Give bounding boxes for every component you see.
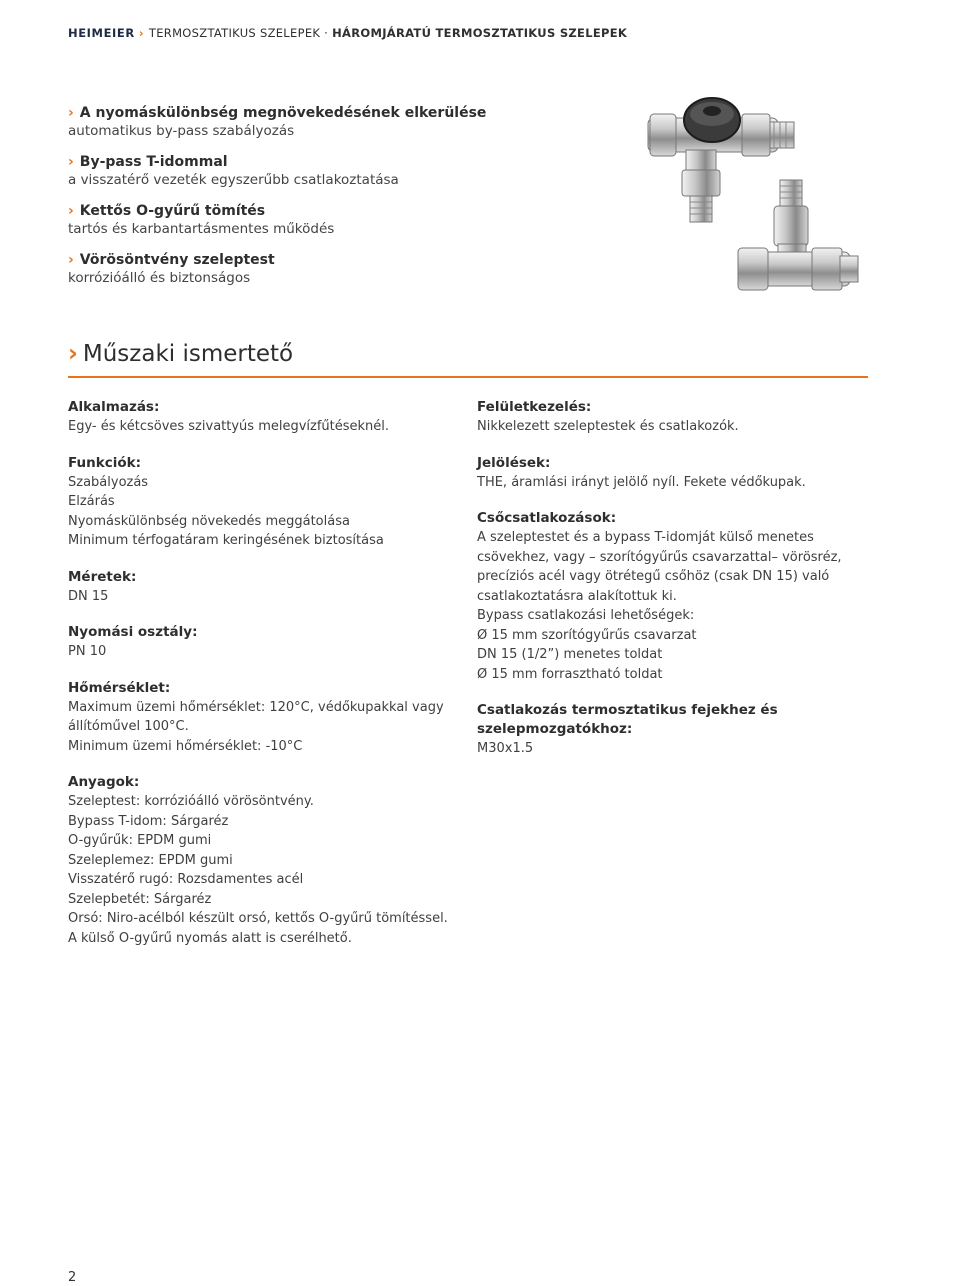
breadcrumb-current: HÁROMJÁRATÚ TERMOSZTATIKUS SZELEPEK [332,26,628,40]
spec-line: THE, áramlási irányt jelölő nyíl. Fekete védőkupak. [477,474,806,490]
feature-item [68,153,588,190]
chevron-right-icon: › [68,339,78,367]
spec-line: precíziós acél vagy ötrétegű csőhöz (csak DN 15) való [477,569,830,584]
spec-line: DN 15 [68,588,109,604]
feature-description: a visszatérő vezeték egyszerűbb csatlakoztatása [68,172,399,188]
spec-line: Bypass T-idom: Sárgaréz [68,813,229,829]
spec-title: Méretek: [68,568,137,585]
spec-line: Visszatérő rugó: Rozsdamentes acél [68,872,304,887]
spec-block-pipe-connections [477,509,867,684]
spec-title: Csőcsatlakozások: [477,510,617,526]
spec-line: csövekhez, vagy – szorítógyűrűs csavarzattal– vörösréz, [477,549,842,565]
spec-line: Bypass csatlakozási lehetőségek: [477,608,695,623]
feature-title: Kettős O-gyűrű tömítés [79,203,266,219]
chevron-right-icon: › [138,26,144,40]
spec-line: PN 10 [68,644,107,659]
feature-title: A nyomáskülönbség megnövekedésének elkerülése [79,105,487,121]
spec-block-sizes [68,568,448,607]
feature-description: tartós és karbantartásmentes működés [68,221,335,237]
spec-column-left [68,398,448,965]
spec-line: Minimum térfogatáram keringésének biztosítása [68,533,384,548]
spec-block-head-connection [477,701,867,759]
spec-title: Anyagok: [68,774,140,790]
spec-block-pressure-class [68,623,448,662]
spec-title: Jelölések: [477,454,551,471]
spec-line: O-gyűrűk: EPDM gumi [68,833,212,848]
feature-description: korrózióálló és biztonságos [68,270,251,286]
spec-title: Felületkezelés: [477,399,592,415]
spec-line: állítóművel 100°C. [68,719,189,734]
section-heading [68,338,868,369]
spec-title: Nyomási osztály: [68,624,198,640]
spec-title: Csatlakozás termosztatikus fejekhez és szelepmozgatókhoz: [477,702,778,737]
spec-column-right [477,398,867,776]
spec-block-surface [477,398,867,437]
page-number: 2 [68,1270,77,1285]
feature-item [68,202,588,239]
feature-description: automatikus by-pass szabályozás [68,123,295,139]
chevron-right-icon: › [68,252,74,268]
spec-block-materials [68,773,448,948]
chevron-right-icon: › [68,105,74,121]
spec-line: DN 15 (1/2”) menetes toldat [477,647,663,662]
spec-block-temperature [68,679,448,757]
spec-line: M30x1.5 [477,741,534,756]
spec-title: Funkciók: [68,454,142,471]
spec-line: Ø 15 mm forrasztható toldat [477,666,663,682]
section-title: Műszaki ismertető [82,341,294,367]
spec-line: Szeleptest: korrózióálló vörösöntvény. [68,794,314,809]
spec-line: Ø 15 mm szorítógyűrűs csavarzat [477,627,697,643]
spec-line: A külső O-gyűrű nyomás alatt is cserélhető. [68,930,352,946]
feature-title: Vörösöntvény szeleptest [79,252,275,268]
spec-line: Egy- és kétcsöves szivattyús melegvízfűtéseknél. [68,419,390,434]
spec-line: Minimum üzemi hőmérséklet: -10°C [68,738,303,754]
spec-block-application [68,398,448,437]
spec-line: Elzárás [68,494,115,509]
spec-line: Orsó: Niro-acélból készült orsó, kettős O-gyűrű tömítéssel. [68,911,448,926]
feature-title: By-pass T-idommal [79,154,228,170]
feature-list [68,104,588,300]
spec-line: Nyomáskülönbség növekedés meggátolása [68,513,350,529]
spec-line: Szabályozás [68,474,149,490]
feature-item [68,251,588,288]
spec-block-functions [68,454,448,551]
breadcrumb [68,26,627,40]
chevron-right-icon: › [68,154,74,170]
spec-line: Maximum üzemi hőmérséklet: 120°C, védőkupakkal vagy [68,699,444,715]
section-divider [68,376,868,378]
spec-line: Szeleplemez: EPDM gumi [68,852,233,868]
spec-block-markings [477,454,867,493]
spec-line: A szeleptestet és a bypass T-idomját külső menetes [477,530,814,545]
spec-line: csatlakoztatásra alakítottuk ki. [477,588,677,604]
spec-line: Szelepbetét: Sárgaréz [68,891,212,907]
chevron-right-icon: › [68,203,74,219]
spec-title: Alkalmazás: [68,399,160,415]
spec-title: Hőmérséklet: [68,679,171,696]
valve-product-image [630,92,860,322]
feature-item [68,104,588,141]
brand-name: HEIMEIER [68,26,135,40]
breadcrumb-category: TERMOSZTATIKUS SZELEPEK · [148,26,333,40]
spec-line: Nikkelezett szeleptestek és csatlakozók. [477,419,739,434]
